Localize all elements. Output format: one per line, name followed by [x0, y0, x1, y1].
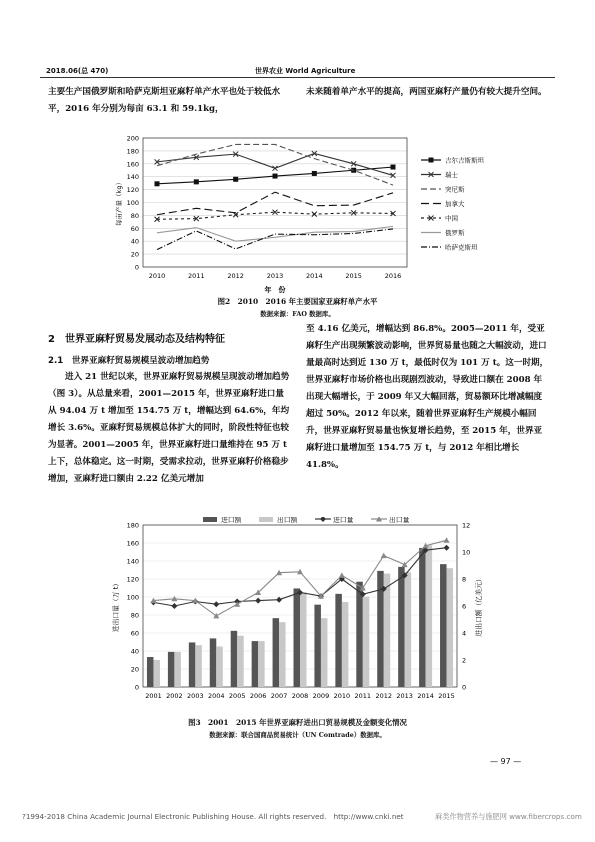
fig3-data-point — [213, 601, 219, 607]
fig3-legend-swatch — [259, 517, 273, 522]
fig3-y-tick-label: 60 — [130, 629, 139, 638]
fig2-data-point — [233, 177, 238, 182]
fig3-bar-export-value — [363, 597, 370, 687]
fig3-data-point — [381, 553, 387, 559]
figure3-source: 数据来源：联合国商品贸易统计（UN Comtrade）数据库。 — [209, 731, 386, 739]
fig2-x-axis-label: 年 份 — [264, 286, 286, 294]
fig2-x-tick-label: 2011 — [188, 272, 205, 280]
fig3-bar-import-value — [273, 618, 280, 687]
fig3-x-tick-label: 2004 — [207, 692, 225, 700]
fig3-bar-export-value — [342, 602, 349, 687]
section-title: 2 世界亚麻籽贸易发展动态及结构特征 — [48, 334, 225, 345]
running-header-journal: 世界农业 World Agriculture — [255, 67, 356, 75]
fig2-x-tick-label: 2015 — [345, 272, 362, 280]
fig3-x-tick-label: 2012 — [375, 692, 393, 700]
fig3-x-tick-label: 2002 — [166, 692, 183, 700]
fig3-bar-export-value — [426, 545, 433, 687]
fig2-data-point — [273, 166, 278, 171]
fig2-x-tick-label: 2010 — [148, 272, 166, 280]
fig3-x-tick-label: 2011 — [354, 692, 372, 700]
fig3-y2-tick-label: 12 — [462, 521, 471, 530]
fig3-legend-swatch — [203, 517, 217, 522]
fig2-y-tick-label: 140 — [126, 173, 139, 182]
fig2-data-point — [391, 165, 396, 170]
fig3-bar-export-value — [405, 572, 412, 687]
fig3-bar-import-value — [440, 564, 447, 687]
header-rule — [40, 77, 555, 78]
fig2-x-tick-label: 2012 — [227, 272, 244, 280]
fig2-legend-label: 中国 — [445, 214, 458, 223]
watermark-footer: 麻类作物营养与施肥网 www.fibercrops.com — [435, 812, 582, 821]
fig2-y-tick-label: 20 — [130, 250, 139, 259]
top-paragraph-left: 主要生产国俄罗斯和哈萨克斯坦亚麻籽单产水平也处于较低水平，2016 年分别为每亩 63.1 和 59.1kg， — [48, 87, 281, 114]
fig2-y-tick-label: 0 — [134, 263, 139, 272]
subsection-title: 2.1 世界亚麻籽贸易规模呈波动增加趋势 — [48, 356, 210, 366]
fig3-bar-import-value — [419, 548, 426, 687]
fig2-legend-label: 瑞士 — [445, 171, 458, 179]
fig2-legend-label: 哈萨克斯坦 — [445, 243, 478, 252]
fig2-legend-label: 突尼斯 — [445, 185, 465, 194]
running-header-issue: 2018.06(总 470) — [46, 67, 109, 75]
fig3-bar-export-value — [300, 593, 307, 688]
fig3-y-axis-label: 进出口量（万 t） — [112, 579, 120, 633]
fig3-bar-export-value — [174, 652, 181, 687]
body-paragraph-left: 进入 21 世纪以来，世界亚麻籽贸易规模呈现波动增加趋势（图 3）。从总量来看，2001—2015 年，世界亚麻籽进口量从 94.04 万 t 增加至 154.75 万 t，增幅达到 64.6%，年均增长 3.6%。亚麻籽贸易规模总体扩大的同时，阶段性特征也较为显著。2001—2005 年，世界亚麻籽进口量维持在 95 万 t 上下，总体稳定。这一时期，受需求拉动，世界亚麻籽价格稳步增加，亚麻籽进口额由 2.22 亿美元增加 — [48, 372, 290, 484]
fig3-bar-import-value — [294, 588, 301, 687]
fig2-legend-label: 俄罗斯 — [445, 229, 465, 237]
fig3-x-tick-label: 2010 — [333, 692, 351, 700]
top-paragraph-right: 未来随着单产水平的提高，两国亚麻籽产量仍有较大提升空间。 — [306, 87, 547, 97]
fig2-data-point — [312, 171, 317, 176]
fig3-bar-import-value — [314, 605, 321, 687]
fig3-data-point — [339, 572, 345, 578]
fig2-x-tick-label: 2014 — [306, 272, 323, 280]
fig2-data-point — [194, 179, 199, 184]
copyright-footer: ?1994-2018 China Academic Journal Electronic Publishing House. All rights reserved. http://www.cnki.net — [22, 812, 404, 821]
fig3-bar-export-value — [216, 647, 223, 688]
fig3-y2-tick-label: 2 — [462, 656, 467, 665]
fig2-x-tick-label: 2013 — [266, 272, 284, 280]
fig3-data-point — [444, 545, 450, 551]
figure3-trade-chart — [95, 517, 495, 707]
fig3-bar-export-value — [153, 660, 160, 687]
fig3-x-tick-label: 2005 — [228, 692, 246, 700]
fig3-x-tick-label: 2013 — [396, 692, 413, 700]
fig3-legend-label: 进口量 — [333, 517, 354, 524]
body-paragraph-right: 至 4.16 亿美元，增幅达到 86.8%。2005—2011 年，受亚麻籽生产出现频繁波动影响，世界贸易量也随之大幅波动，进口量最高时达到近 130 万 t，最低时仅为 101 万 t。这一时期，世界亚麻籽市场价格也出现剧烈波动，导致进口额在 2008 年出现大幅增长，于 2009 年又大幅回落，贸易额环比增减幅度超过 50%。2012 年以来，随着世界亚麻籽生产规模小幅回升，世界亚麻籽贸易量也恢复增长趋势，至 2015 年，世界亚麻籽进口量增加至 154.75 万 t，与 2012 年相比增长 41.8%。 — [306, 324, 549, 470]
fig2-series-line-7 — [157, 229, 393, 250]
fig2-y-tick-label: 100 — [126, 199, 139, 207]
fig3-y2-tick-label: 0 — [462, 683, 467, 692]
fig3-data-point — [255, 598, 261, 604]
fig2-data-point — [273, 174, 278, 179]
fig2-y-tick-label: 180 — [126, 147, 139, 156]
fig2-series-line-5 — [157, 212, 393, 219]
fig3-y-tick-label: 100 — [126, 593, 139, 602]
fig3-x-tick-label: 2003 — [187, 692, 204, 700]
fig2-y-axis-label: 每亩产量（kg） — [115, 179, 123, 226]
fig3-y2-tick-label: 8 — [462, 575, 467, 584]
fig3-bar-import-value — [335, 594, 342, 687]
fig3-legend-marker — [320, 517, 326, 522]
fig2-y-tick-label: 80 — [130, 211, 139, 220]
fig3-x-tick-label: 2008 — [291, 692, 309, 700]
fig2-y-tick-label: 60 — [130, 224, 139, 233]
fig3-x-tick-label: 2014 — [417, 692, 434, 700]
fig3-y-tick-label: 140 — [126, 557, 139, 566]
fig2-y-tick-label: 160 — [126, 160, 139, 169]
fig3-bar-import-value — [210, 638, 217, 687]
page-number: — 97 — — [490, 757, 522, 766]
fig3-y-tick-label: 20 — [130, 665, 139, 674]
fig2-legend-label: 加拿大 — [445, 200, 465, 208]
fig3-bar-import-value — [189, 642, 196, 687]
fig3-bar-import-value — [398, 567, 405, 687]
fig3-data-point — [276, 597, 282, 603]
figure2-caption: 图2 2010 2016 年主要国家亚麻籽单产水平 — [217, 297, 378, 306]
fig2-data-point — [155, 181, 160, 186]
fig3-bar-import-value — [231, 631, 238, 687]
fig3-bar-export-value — [321, 618, 328, 687]
fig3-bar-export-value — [447, 568, 454, 687]
fig3-x-tick-label: 2015 — [438, 692, 455, 700]
fig3-x-tick-label: 2001 — [145, 692, 162, 700]
fig3-bar-export-value — [237, 636, 244, 687]
fig2-y-tick-label: 200 — [126, 134, 139, 143]
fig3-bar-export-value — [279, 622, 286, 687]
fig3-bar-import-value — [147, 657, 154, 687]
figure2-source: 数据来源：FAO 数据库。 — [260, 310, 335, 318]
fig3-y2-tick-label: 10 — [462, 548, 471, 557]
fig3-x-tick-label: 2007 — [270, 692, 288, 700]
fig2-series-line-4 — [157, 192, 393, 215]
fig3-bar-import-value — [168, 652, 175, 687]
fig2-legend-label: 吉尔吉斯斯坦 — [445, 156, 484, 165]
fig3-bar-import-value — [252, 641, 259, 687]
figure2-yield-line-chart — [95, 130, 525, 295]
fig3-y-tick-label: 0 — [134, 683, 139, 692]
fig3-y-tick-label: 160 — [126, 539, 139, 548]
fig3-y-tick-label: 180 — [126, 521, 139, 530]
fig3-legend-label: 出口量 — [389, 517, 410, 524]
fig3-x-tick-label: 2009 — [312, 692, 330, 700]
fig3-legend-label: 出口额 — [277, 517, 298, 524]
fig3-y2-tick-label: 4 — [462, 629, 467, 638]
fig2-data-point — [312, 212, 317, 217]
fig3-bar-export-value — [195, 645, 202, 687]
figure3-caption: 图3 2001 2015 年世界亚麻籽进出口贸易规模及金额变化情况 — [188, 718, 407, 727]
fig3-x-tick-label: 2006 — [249, 692, 267, 700]
fig3-data-point — [171, 603, 177, 609]
fig2-y-tick-label: 40 — [130, 237, 139, 246]
fig3-bar-export-value — [258, 641, 265, 687]
fig3-legend-label: 进口额 — [221, 517, 242, 524]
fig3-bar-import-value — [356, 582, 363, 687]
fig2-x-tick-label: 2016 — [384, 272, 402, 280]
fig3-y2-tick-label: 6 — [462, 602, 467, 611]
fig3-data-point — [444, 537, 450, 543]
fig2-y-tick-label: 120 — [126, 186, 139, 195]
fig3-y2-axis-label: 进出口额（亿美元） — [475, 575, 483, 637]
fig3-y-tick-label: 120 — [126, 575, 139, 584]
fig2-legend-marker — [429, 158, 434, 163]
fig3-y-tick-label: 80 — [130, 611, 139, 620]
fig3-y-tick-label: 40 — [130, 647, 139, 656]
